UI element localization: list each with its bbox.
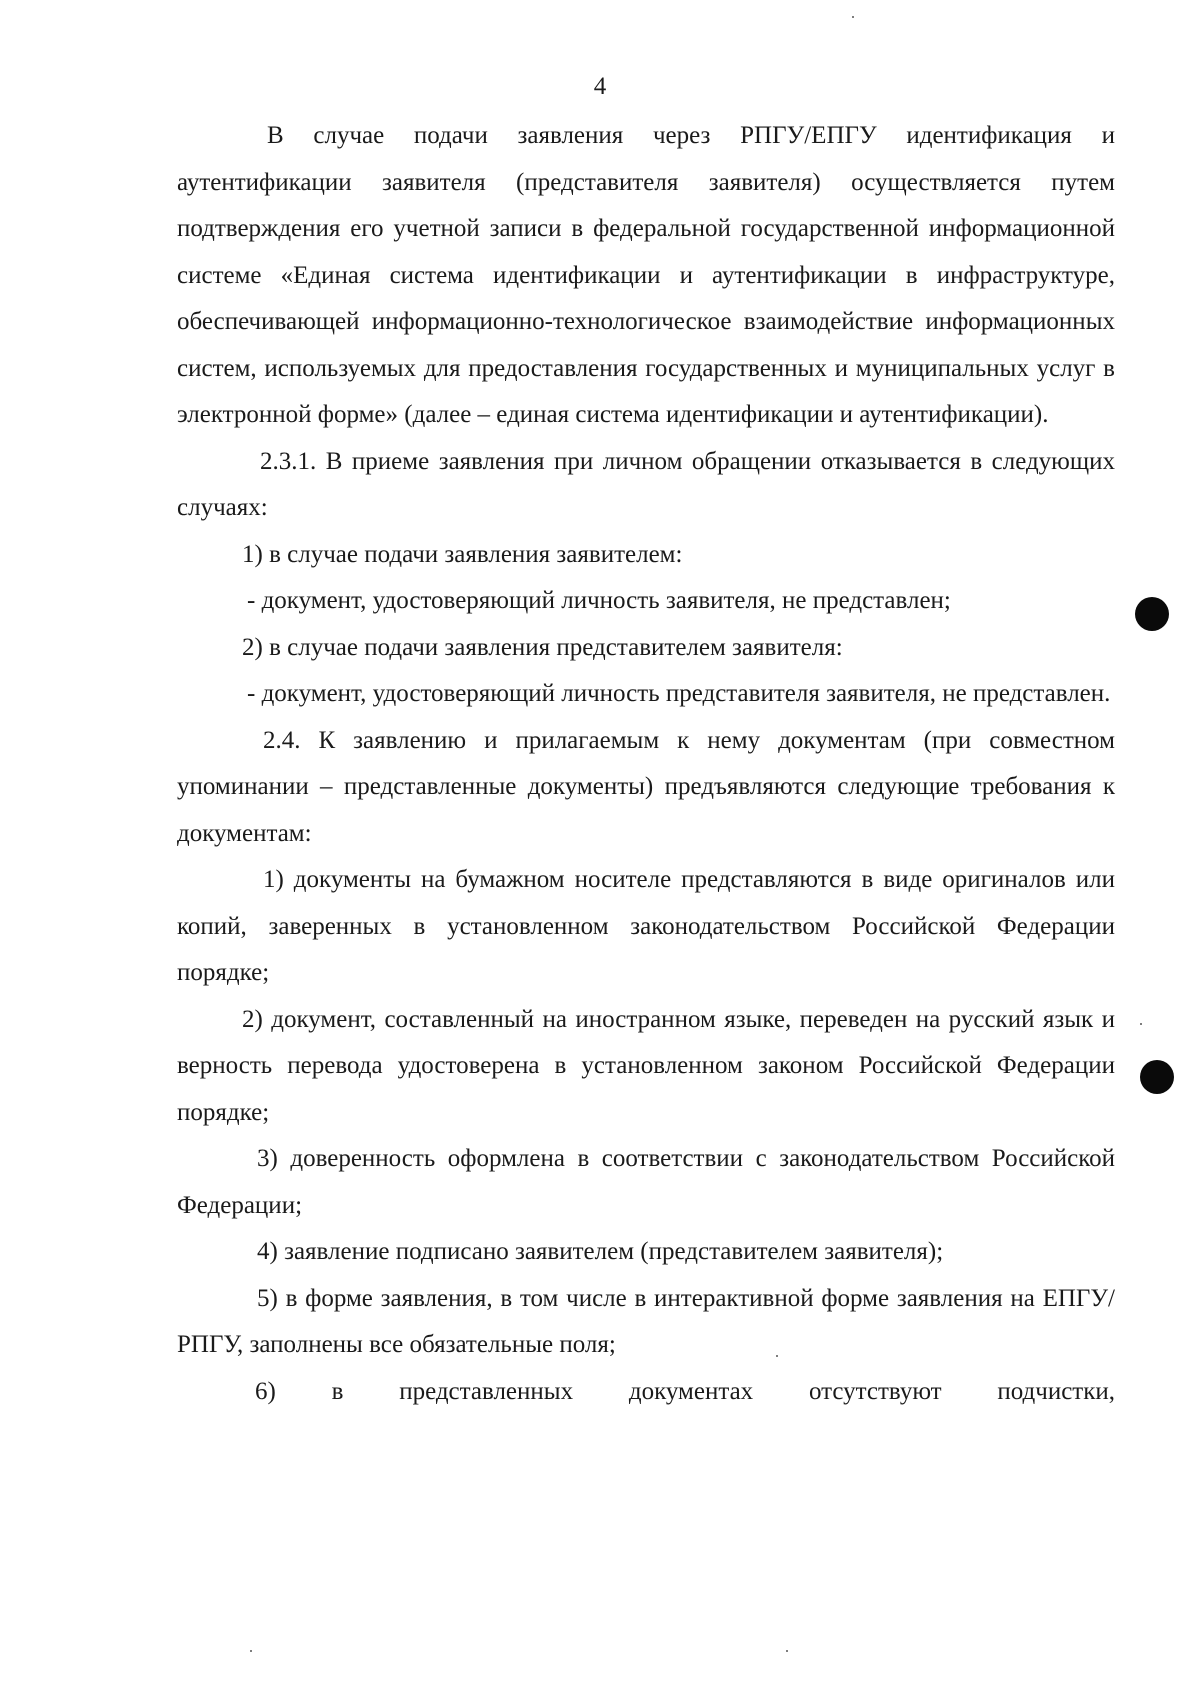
- requirement-item-1: 1) документы на бумажном носителе представляются в виде оригиналов или копий, заверенных в установленном законодательством Российской Федерации порядке;: [177, 866, 1115, 986]
- list-item-representative: 2) в случае подачи заявления представителем заявителя:: [242, 633, 843, 661]
- requirement-item-6: 6) в представленных документах отсутствуют подчистки,: [255, 1377, 1115, 1405]
- requirement-item-2: 2) документ, составленный на иностранном языке, переведен на русский язык и верность перевода удостоверена в установленном законом Российской Федерации порядке;: [177, 1005, 1115, 1126]
- punch-hole-marker-top: [1135, 597, 1169, 631]
- requirement-item-4: 4) заявление подписано заявителем (представителем заявителя);: [257, 1238, 944, 1265]
- scan-speck: [852, 16, 854, 18]
- list-item-applicant-id: - документ, удостоверяющий личность заявителя, не представлен;: [247, 587, 951, 614]
- scan-speck: [1140, 1023, 1142, 1025]
- requirement-item-3: 3) доверенность оформлена в соответствии с законодательством Российской Федерации;: [177, 1145, 1115, 1219]
- paragraph-refusal-intro: 2.3.1. В приеме заявления при личном обращении отказывается в следующих случаях:: [177, 447, 1115, 521]
- paragraph-identification: В случае подачи заявления через РПГУ/ЕПГУ идентификация и аутентификации заявителя (представителя заявителя) осуществляется путем подтверждения его учетной записи в федеральной государственной информационной системе «Единая система идентификации и аутентификации в инфраструктуре, обеспечивающей информационно-технологическое взаимодействие информационных систем, используемых для предоставления государственных и муниципальных услуг в электронной форме» (далее – единая система идентификации и аутентификации).: [177, 122, 1115, 428]
- scan-speck: [776, 1355, 778, 1357]
- punch-hole-marker-bottom: [1140, 1060, 1174, 1094]
- list-item-representative-id: - документ, удостоверяющий личность представителя заявителя, не представлен.: [247, 680, 1111, 707]
- list-item-applicant: 1) в случае подачи заявления заявителем:: [242, 540, 683, 568]
- page-number: 4: [593, 73, 607, 100]
- paragraph-requirements-intro: 2.4. К заявлению и прилагаемым к нему документам (при совместном упоминании – представленные документы) предъявляются следующие требования к документам:: [177, 726, 1115, 847]
- scan-speck: [786, 1650, 788, 1652]
- requirement-item-5: 5) в форме заявления, в том числе в интерактивной форме заявления на ЕПГУ/РПГУ, заполнены все обязательные поля;: [177, 1284, 1115, 1358]
- document-body: [177, 113, 1115, 1415]
- scan-speck: [250, 1650, 252, 1652]
